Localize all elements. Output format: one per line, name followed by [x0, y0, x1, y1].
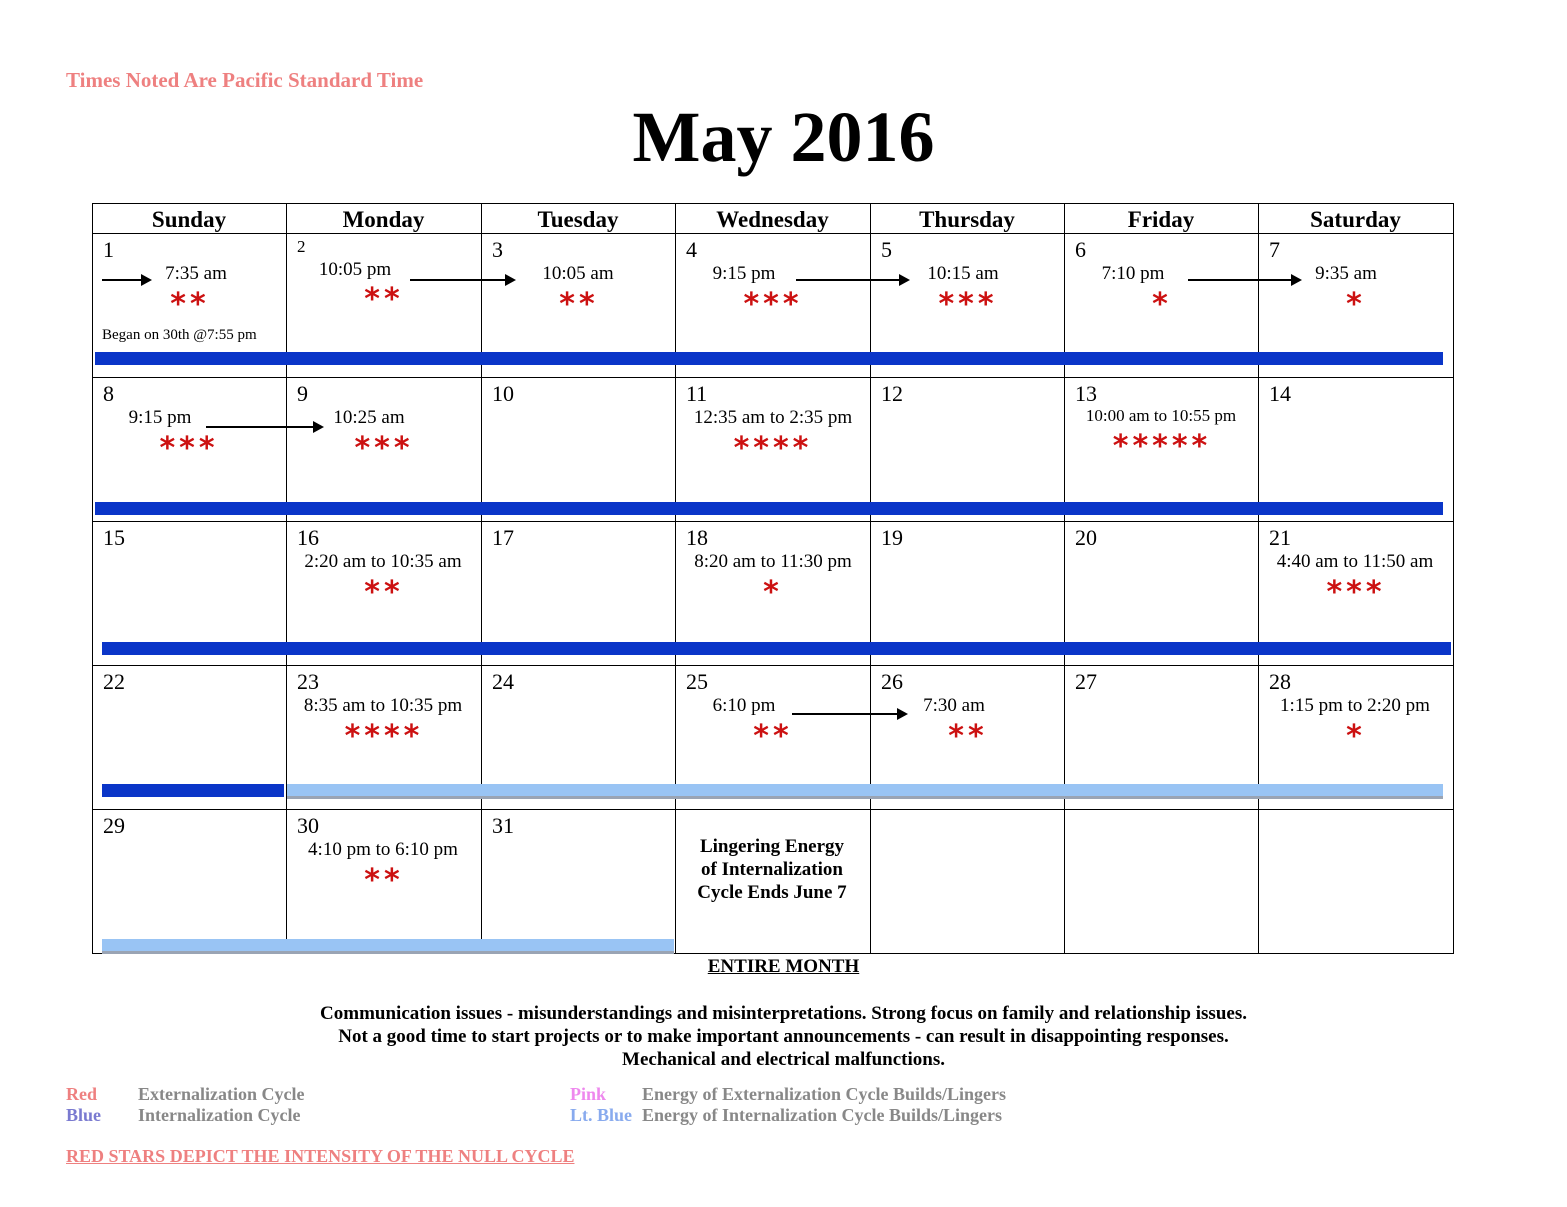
day-number: 9: [297, 381, 308, 406]
day-number: 16: [297, 525, 319, 550]
day-number: 25: [686, 669, 708, 694]
cycle-time: 10:05 am: [542, 263, 614, 284]
day-number: 8: [103, 381, 114, 406]
cycle-time: 8:35 am to 10:35 pm: [303, 695, 463, 716]
grid-col-line: [675, 203, 676, 954]
grid-col-line: [481, 203, 482, 954]
day-number: 29: [103, 813, 125, 838]
internalization-cycle-bar: [95, 352, 1443, 365]
day-number: 27: [1075, 669, 1097, 694]
internalization-energy-bar: [287, 784, 1443, 799]
cycle-note: Began on 30th @7:55 pm: [102, 327, 257, 343]
day-number: 17: [492, 525, 514, 550]
day-number: 13: [1075, 381, 1097, 406]
day-number: 20: [1075, 525, 1097, 550]
weekday-header-monday: Monday: [342, 207, 425, 232]
day-number: 6: [1075, 237, 1086, 262]
cycle-time: 4:10 pm to 6:10 pm: [308, 839, 458, 860]
grid-col-line: [870, 203, 871, 954]
arrow-right-icon: [410, 279, 514, 281]
lingering-energy-note: [677, 835, 867, 904]
lingering-note-line: Lingering Energy: [699, 836, 845, 857]
intensity-stars: *: [1346, 719, 1366, 754]
cycle-time: 1:15 pm to 2:20 pm: [1280, 695, 1430, 716]
intensity-stars: ***: [743, 287, 803, 322]
summary-line: Not a good time to start projects or to make important announcements - can result in disappointing responses.: [338, 1026, 1229, 1047]
grid-row-line: [92, 809, 1454, 810]
intensity-stars: ****: [344, 719, 424, 754]
grid-row-line: [92, 521, 1454, 522]
cycle-time: 12:35 am to 2:35 pm: [693, 407, 853, 428]
cycle-time: 9:15 pm: [128, 407, 192, 428]
legend-label-ltblue: Energy of Internalization Cycle Builds/Lingers: [642, 1105, 1002, 1125]
weekday-header-tuesday: Tuesday: [537, 207, 619, 232]
intensity-stars: **: [364, 282, 404, 317]
day-number: 18: [686, 525, 708, 550]
arrow-right-icon: [102, 279, 150, 281]
cycle-time: 9:35 am: [1315, 263, 1377, 284]
intensity-stars: **: [364, 575, 404, 610]
grid-row-line: [92, 377, 1454, 378]
cycle-time: 7:30 am: [923, 695, 985, 716]
day-number: 7: [1269, 237, 1280, 262]
cycle-time: 10:05 pm: [318, 259, 392, 280]
grid-border-right: [1453, 203, 1454, 954]
cycle-time: 10:25 am: [333, 407, 405, 428]
cycle-time: 10:00 am to 10:55 pm: [1085, 406, 1237, 425]
day-number: 19: [881, 525, 903, 550]
day-number: 21: [1269, 525, 1291, 550]
entire-month-heading: ENTIRE MONTH: [707, 956, 860, 977]
summary-line: Mechanical and electrical malfunctions.: [622, 1049, 945, 1070]
intensity-stars: *: [1346, 287, 1366, 322]
internalization-cycle-bar: [102, 642, 1451, 655]
day-number: 12: [881, 381, 903, 406]
intensity-stars: **: [170, 287, 210, 322]
legend-key-blue: Blue: [66, 1105, 102, 1125]
weekday-header-saturday: Saturday: [1310, 207, 1401, 232]
day-number: 23: [297, 669, 319, 694]
internalization-cycle-bar: [95, 502, 1443, 515]
intensity-stars: *: [763, 575, 783, 610]
day-number: 31: [492, 813, 514, 838]
day-number: 15: [103, 525, 125, 550]
day-number: 5: [881, 237, 892, 262]
weekday-header-friday: Friday: [1127, 207, 1195, 232]
cycle-time: 7:10 pm: [1101, 263, 1165, 284]
grid-header-line: [92, 233, 1454, 234]
intensity-stars: ****: [733, 431, 813, 466]
cycle-time: 10:15 am: [927, 263, 999, 284]
legend-key-red: Red: [66, 1084, 97, 1104]
intensity-stars: ***: [1326, 575, 1386, 610]
intensity-stars: **: [364, 863, 404, 898]
day-number: 1: [103, 237, 114, 262]
weekday-header-sunday: Sunday: [151, 207, 227, 232]
intensity-stars: ***: [159, 431, 219, 466]
lingering-note-line: Cycle Ends June 7: [697, 882, 847, 903]
legend-label-blue: Internalization Cycle: [138, 1105, 301, 1125]
day-number: 24: [492, 669, 514, 694]
day-number: 14: [1269, 381, 1291, 406]
day-number: 10: [492, 381, 514, 406]
day-number: 30: [297, 813, 319, 838]
internalization-energy-bar: [102, 939, 674, 954]
grid-border-left: [92, 203, 93, 954]
cycle-time: 9:15 pm: [712, 263, 776, 284]
day-number: 11: [686, 381, 708, 406]
timezone-note: Times Noted Are Pacific Standard Time: [66, 68, 424, 92]
day-number: 28: [1269, 669, 1291, 694]
legend-label-red: Externalization Cycle: [138, 1084, 305, 1104]
lingering-note-line: of Internalization: [701, 859, 843, 880]
calendar-grid: [92, 203, 1454, 954]
legend-key-pink: Pink: [570, 1084, 607, 1104]
arrow-right-icon: [1188, 279, 1300, 281]
intensity-stars: ***: [938, 287, 998, 322]
intensity-stars: ***: [354, 431, 414, 466]
weekday-header-wednesday: Wednesday: [716, 207, 829, 232]
legend-key-ltblue: Lt. Blue: [570, 1105, 633, 1125]
internalization-cycle-bar: [102, 784, 284, 797]
grid-col-line: [286, 203, 287, 954]
intensity-stars: **: [753, 719, 793, 754]
day-number: 26: [881, 669, 903, 694]
arrow-right-icon: [206, 426, 322, 428]
red-stars-footnote: RED STARS DEPICT THE INTENSITY OF THE NULL CYCLE: [66, 1146, 575, 1166]
intensity-stars: **: [559, 287, 599, 322]
arrow-right-icon: [792, 713, 906, 715]
weekday-header-thursday: Thursday: [919, 207, 1015, 232]
intensity-stars: **: [948, 719, 988, 754]
cycle-time: 6:10 pm: [712, 695, 776, 716]
intensity-stars: *****: [1112, 429, 1212, 464]
day-number: 4: [686, 237, 697, 262]
summary-line: Communication issues - misunderstandings and misinterpretations. Strong focus on family and relationship issues.: [320, 1003, 1247, 1024]
day-number: 2: [297, 237, 306, 256]
cycle-time: 2:20 am to 10:35 am: [304, 551, 462, 572]
intensity-stars: *: [1152, 287, 1172, 322]
grid-col-line: [1064, 203, 1065, 954]
day-number: 22: [103, 669, 125, 694]
day-number: 3: [492, 237, 503, 262]
cycle-time: 7:35 am: [165, 263, 227, 284]
legend-label-pink: Energy of Externalization Cycle Builds/Lingers: [642, 1084, 1006, 1104]
arrow-right-icon: [796, 279, 908, 281]
grid-row-line: [92, 665, 1454, 666]
month-summary: [0, 1002, 1567, 1071]
page-title: May 2016: [632, 97, 935, 177]
cycle-time: 8:20 am to 11:30 pm: [694, 551, 852, 572]
cycle-time: 4:40 am to 11:50 am: [1276, 551, 1434, 572]
grid-col-line: [1258, 203, 1259, 954]
